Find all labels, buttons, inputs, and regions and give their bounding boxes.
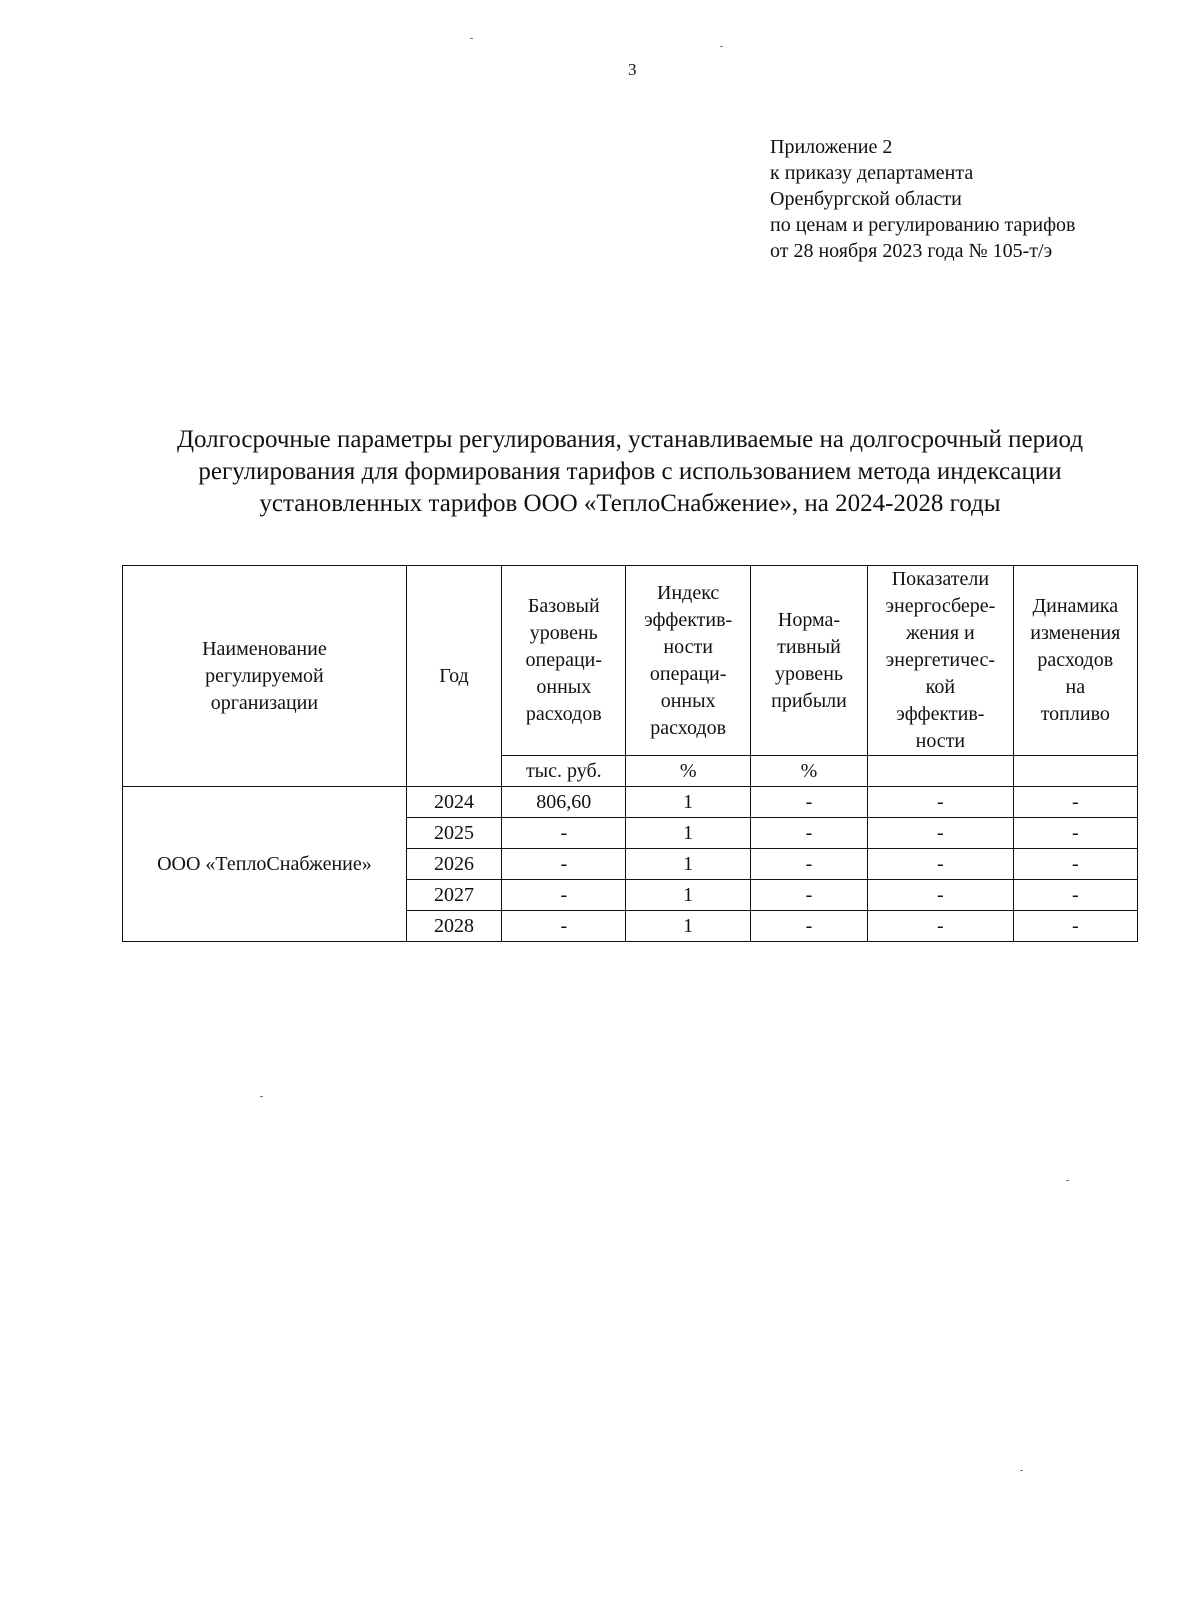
cell-year: 2028	[406, 911, 501, 942]
header-line: эффектив-	[896, 703, 985, 725]
header-line: ности	[915, 730, 966, 752]
header-line: операци-	[525, 649, 603, 671]
scan-speck	[720, 46, 723, 47]
cell-base: -	[502, 818, 626, 849]
unit-base: тыс. руб.	[502, 756, 626, 787]
cell-index: 1	[626, 849, 750, 880]
cell-index: 1	[626, 880, 750, 911]
cell-year: 2027	[406, 880, 501, 911]
header-line: прибыли	[771, 689, 847, 712]
cell-profit: -	[750, 787, 867, 818]
header-line: уровень	[774, 662, 844, 685]
header-line: Показатели	[891, 568, 990, 590]
cell-energy: -	[868, 787, 1013, 818]
parameters-table	[122, 565, 1138, 942]
cell-profit: -	[750, 849, 867, 880]
cell-profit: -	[750, 880, 867, 911]
header-organization	[123, 566, 407, 787]
unit-fuel	[1013, 756, 1137, 787]
cell-energy: -	[868, 911, 1013, 942]
cell-energy: -	[868, 849, 1013, 880]
cell-energy: -	[868, 818, 1013, 849]
title-line: регулирования для формирования тарифов с использованием метода индексации	[198, 458, 1062, 485]
cell-fuel: -	[1013, 911, 1137, 942]
cell-index: 1	[626, 911, 750, 942]
header-line: расходов	[650, 716, 727, 739]
header-fuel-dynamics	[1013, 566, 1137, 756]
scan-speck	[260, 1096, 263, 1097]
header-year	[406, 566, 501, 787]
scan-speck	[1066, 1180, 1069, 1181]
table-header-row	[123, 566, 1138, 756]
header-line: на	[1065, 676, 1086, 698]
scan-speck	[1020, 1470, 1023, 1471]
cell-year: 2025	[406, 818, 501, 849]
unit-energy	[868, 756, 1013, 787]
appendix-line: от 28 ноября 2023 года № 105-т/э	[770, 240, 1053, 262]
page-number: 3	[628, 60, 637, 79]
header-line: уровень	[529, 622, 598, 644]
cell-energy: -	[868, 880, 1013, 911]
header-line: Наименование	[202, 637, 327, 660]
header-line: Динамика	[1032, 595, 1119, 617]
header-line: энергетичес-	[885, 649, 996, 671]
unit-profit: %	[750, 756, 867, 787]
title-line: Долгосрочные параметры регулирования, устанавливаемые на долгосрочный период	[176, 426, 1084, 453]
header-line: расходов	[525, 703, 602, 725]
cell-fuel: -	[1013, 849, 1137, 880]
title-line: установленных тарифов ООО «ТеплоСнабжение», на 2024-2028 годы	[259, 490, 1001, 517]
header-efficiency-index	[626, 566, 750, 756]
header-line: ности	[663, 635, 713, 658]
header-line: изменения	[1030, 622, 1121, 644]
appendix-line: к приказу департамента	[770, 162, 974, 184]
cell-profit: -	[750, 911, 867, 942]
cell-fuel: -	[1013, 880, 1137, 911]
header-line: Базовый	[527, 595, 600, 617]
cell-base: -	[502, 880, 626, 911]
header-line: операци-	[649, 662, 727, 685]
header-line: эффектив-	[644, 608, 733, 631]
cell-base: -	[502, 849, 626, 880]
header-line: организации	[210, 691, 319, 714]
cell-fuel: -	[1013, 787, 1137, 818]
cell-index: 1	[626, 818, 750, 849]
header-line: Год	[439, 664, 469, 687]
header-line: топливо	[1040, 703, 1110, 725]
unit-index: %	[626, 756, 750, 787]
cell-base: 806,60	[502, 787, 626, 818]
cell-index: 1	[626, 787, 750, 818]
document-title	[120, 424, 1140, 520]
scan-speck	[470, 38, 473, 39]
header-profit-level	[750, 566, 867, 756]
header-line: онных	[536, 676, 592, 698]
cell-profit: -	[750, 818, 867, 849]
table-row	[123, 787, 1138, 818]
appendix-line: Оренбургской области	[770, 188, 962, 210]
appendix-block	[770, 134, 1075, 264]
appendix-line: по ценам и регулированию тарифов	[770, 214, 1076, 236]
header-line: онных	[660, 689, 716, 712]
header-line: Индекс	[657, 581, 720, 604]
header-line: тивный	[777, 635, 841, 658]
header-line: жения и	[906, 622, 975, 644]
header-energy-efficiency	[868, 566, 1013, 756]
header-line: Норма-	[777, 608, 841, 631]
appendix-line: Приложение 2	[770, 136, 893, 158]
cell-year: 2026	[406, 849, 501, 880]
cell-fuel: -	[1013, 818, 1137, 849]
header-line: кой	[925, 676, 956, 698]
header-line: регулируемой	[205, 664, 324, 687]
header-base-opex	[502, 566, 626, 756]
organization-cell: ООО «ТеплоСнабжение»	[123, 787, 407, 942]
cell-base: -	[502, 911, 626, 942]
cell-year: 2024	[406, 787, 501, 818]
header-line: расходов	[1037, 649, 1114, 671]
header-line: энергосбере-	[885, 595, 996, 617]
